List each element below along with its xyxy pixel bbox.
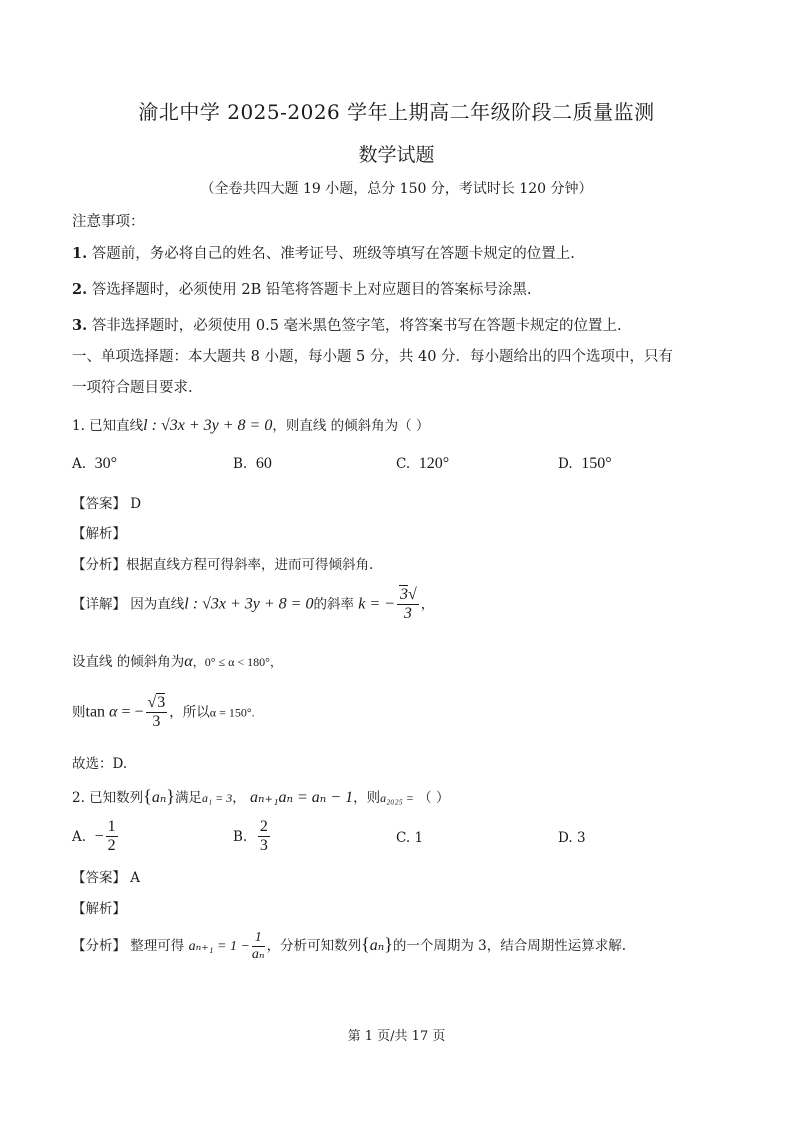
q1-option-a — [72, 455, 117, 473]
option-label: A. — [72, 456, 87, 472]
q1-analysis — [72, 553, 373, 573]
sequence-braces: { — [143, 786, 152, 806]
option-value: 150° — [581, 455, 612, 472]
q1-option-c — [396, 455, 449, 473]
question-2-text: ，则 — [353, 790, 381, 806]
conclusion-text: 则 — [72, 704, 86, 721]
option-sign: − — [94, 827, 104, 845]
alpha-symbol: α — [109, 703, 118, 721]
q2-option-b — [233, 818, 272, 856]
analysis-tag: 【分析】 — [72, 938, 126, 955]
answer-parentheses: （ ） — [418, 790, 450, 806]
option-value: 3 — [576, 830, 586, 846]
exam-title: 渝北中学 2025-2026 学年上期高二年级阶段二质量监测 — [138, 100, 655, 124]
question-2-stem: 2. 已知数列{aₙ}满足a₁ = 3， aₙ₊₁aₙ = aₙ − 1，则a₂₀₂₅ = （ ） — [72, 786, 450, 806]
q2-option-a — [72, 818, 120, 856]
sequence-term: aₙ — [369, 937, 385, 955]
angle-range: ，0° ≤ α < 180°， — [192, 655, 282, 669]
answer-value: A — [130, 870, 141, 886]
condition-1: a₁ = 3 — [201, 791, 233, 805]
option-label: D. — [558, 456, 573, 472]
q1-detail: 【详解】 因为直线l : √3x + 3y + 8 = 0的斜率 k = − $\frac{3√}{3}$ ， — [72, 586, 435, 623]
q2-option-c — [396, 830, 423, 846]
option-value: 1 — [414, 830, 424, 846]
note-text: 答非选择题时，必须使用 0.5 毫米黑色签字笔，将答案书写在答题卡规定的位置上. — [91, 318, 622, 334]
tan-alpha: tan — [85, 703, 110, 721]
q2-option-d — [558, 830, 586, 846]
sequence-braces: { — [361, 934, 370, 955]
answer-tag: 【答案】 — [72, 496, 126, 512]
slope-k: k = − — [358, 595, 395, 613]
question-1-prefix: 1. 已知直线 — [72, 418, 144, 434]
note-number: 3. — [72, 317, 88, 334]
question-2-prefix: 2. 已知数列 — [72, 790, 144, 806]
analysis-text: 的一个周期为 3，结合周期性运算求解. — [392, 938, 627, 955]
target-term: a₂₀₂₅ = — [380, 791, 414, 805]
option-label: D. — [558, 830, 573, 846]
note-number: 1. — [72, 245, 88, 262]
note-text: 答选择题时，必须使用 2B 铅笔将答题卡上对应题目的答案标号涂黑. — [91, 282, 532, 298]
question-1-stem — [72, 414, 429, 435]
detail-text: 因为直线 — [130, 596, 185, 613]
option-value: 120° — [418, 455, 450, 472]
q2-analysis — [72, 930, 626, 963]
analysis-text: 整理可得 — [130, 938, 185, 955]
option-label: B. — [233, 456, 248, 472]
option-label: B. — [233, 828, 248, 845]
note-item-2 — [72, 278, 531, 299]
fraction-numerator: 2 — [258, 818, 270, 837]
option-fraction — [258, 818, 270, 856]
option-label: C. — [396, 456, 411, 472]
question-2-text: 满足 — [174, 790, 202, 806]
option-value: 30° — [94, 455, 118, 472]
fraction-denominator: 2 — [107, 837, 116, 855]
sequence-term: aₙ — [151, 789, 167, 806]
note-item-1 — [72, 242, 575, 263]
alpha-value: α = 150°. — [209, 705, 255, 720]
notes-heading: 注意事项： — [72, 214, 145, 230]
slope-fraction: $\frac{3√}{3}$ — [397, 586, 419, 624]
option-fraction — [106, 818, 118, 856]
section-heading-line1: 一、单项选择题：本大题共 8 小题，每小题 5 分，共 40 分．每小题给出的四个选项中，只有 — [72, 349, 674, 365]
sequence-braces: } — [384, 934, 393, 955]
page-footer: 第 1 页/共 17 页 — [347, 1029, 446, 1044]
exam-info: （全卷共四大题 19 小题，总分 150 分，考试时长 120 分钟） — [200, 181, 593, 197]
equals-minus: = − — [117, 703, 144, 721]
fraction-numerator: 1 — [106, 818, 118, 837]
fraction-denominator: 3 — [259, 837, 268, 855]
q1-option-d — [558, 455, 612, 473]
note-number: 2. — [72, 281, 88, 298]
question-1-suffix: ，则直线 的倾斜角为（ ） — [272, 418, 430, 434]
set-line-text: 设直线 的倾斜角为 — [72, 654, 185, 670]
option-label: C. — [396, 830, 411, 846]
alpha-symbol: α — [184, 653, 193, 670]
analysis-text: ，分析可知数列 — [266, 938, 362, 955]
tan-fraction: $\frac{√3}{3}$ — [147, 694, 166, 731]
q1-option-b — [233, 455, 272, 473]
answer-tag: 【答案】 — [72, 870, 126, 886]
note-item-3 — [72, 314, 622, 335]
option-value: 60 — [255, 455, 272, 472]
q1-answer — [72, 492, 141, 512]
conclusion-text: ，所以 — [169, 704, 210, 721]
detail-text: 的斜率 — [313, 596, 354, 613]
detail-equation: l : √3x + 3y + 8 = 0 — [184, 595, 314, 613]
recurrence-lhs: aₙ₊₁ = 1 − — [188, 939, 250, 955]
q2-jiexi-tag: 【解析】 — [72, 901, 126, 917]
q1-conclusion — [72, 694, 255, 732]
question-1-equation: l : √3x + 3y + 8 = 0 — [143, 417, 273, 434]
detail-tag: 【详解】 — [72, 596, 126, 613]
note-text: 答题前，务必将自己的姓名、准考证号、班级等填写在答题卡规定的位置上. — [91, 246, 575, 262]
analysis-text: 根据直线方程可得斜率，进而可得倾斜角. — [126, 557, 374, 573]
option-label: A. — [72, 828, 87, 845]
q1-choose: 故选：D. — [72, 756, 128, 772]
answer-value: D — [130, 496, 142, 512]
analysis-tag: 【分析】 — [72, 557, 126, 573]
q2-answer — [72, 866, 140, 886]
exam-subtitle: 数学试题 — [358, 144, 435, 166]
sequence-braces: } — [166, 786, 175, 806]
section-heading-line2: 一项符合题目要求. — [72, 380, 193, 396]
condition-2: aₙ₊₁aₙ = aₙ − 1 — [250, 789, 354, 806]
q1-set-line — [72, 650, 282, 671]
q1-jiexi-tag: 【解析】 — [72, 526, 126, 542]
recurrence-fraction: $\frac{1}{\text{aₙ}}$ — [251, 930, 265, 963]
